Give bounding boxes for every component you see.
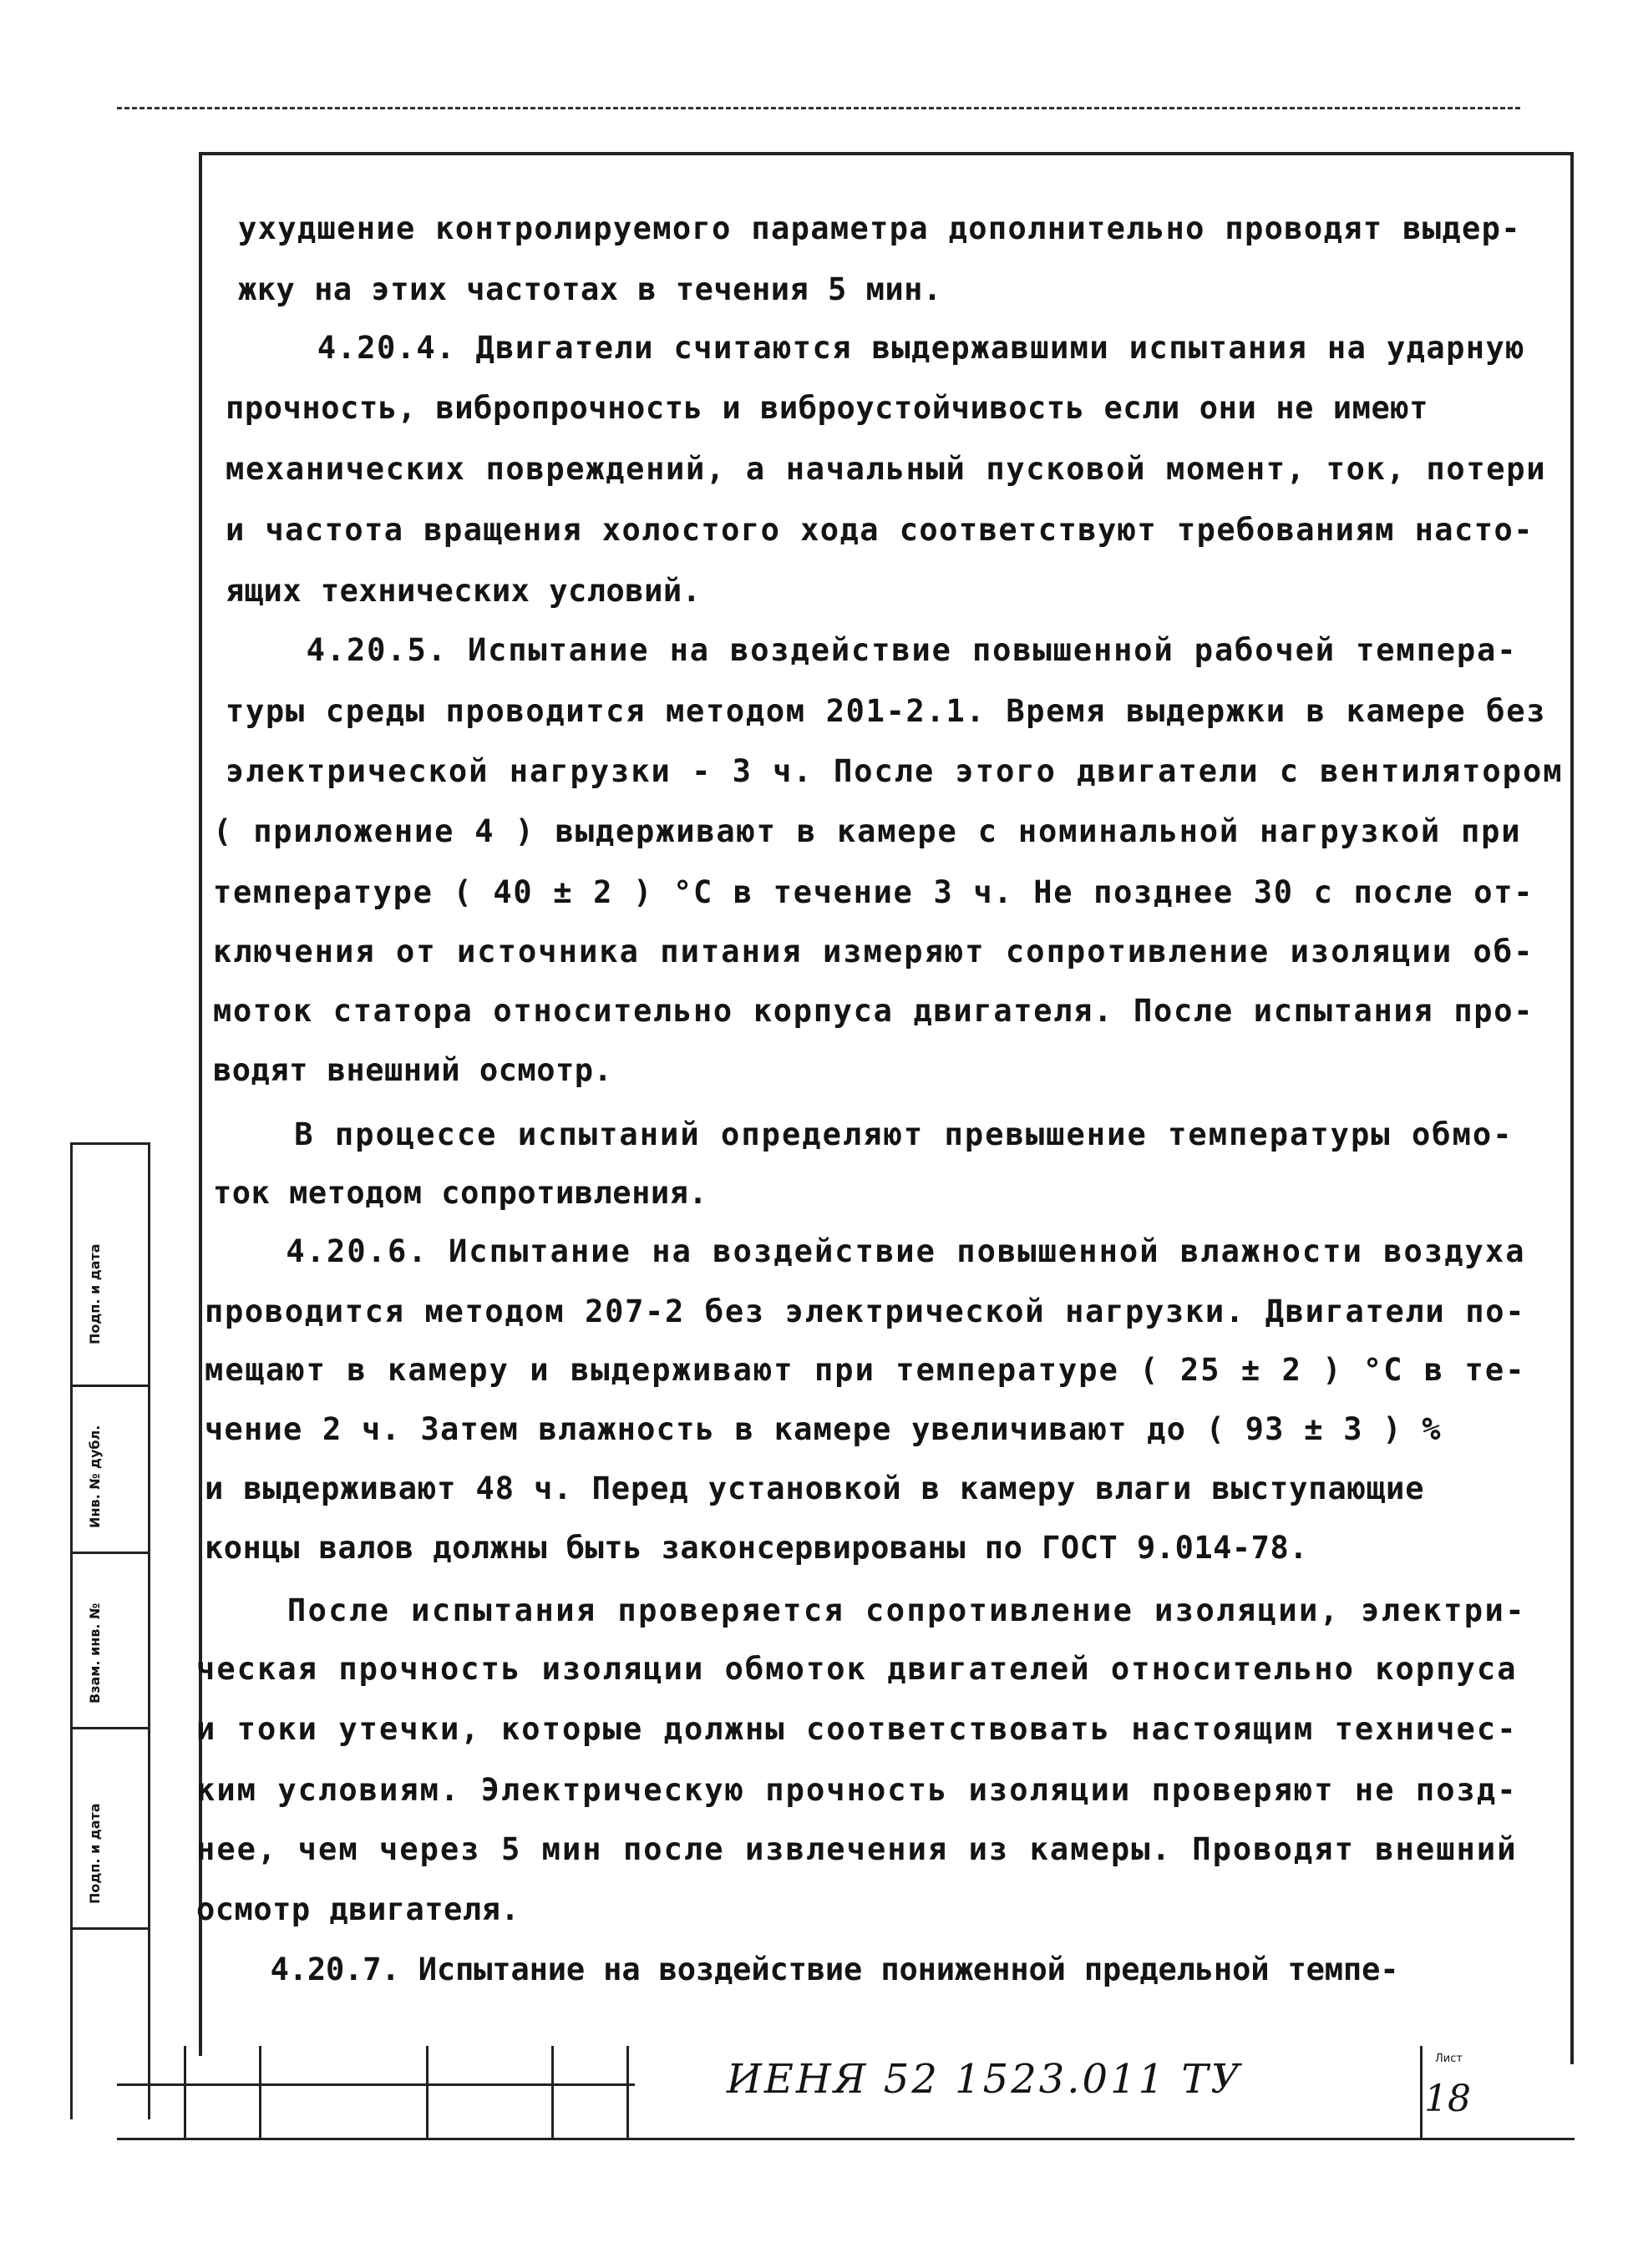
stamp-sign-date-label: Подп. и дата [87, 1243, 103, 1344]
stamp-divider [73, 1142, 148, 1145]
stamp-sign-date2-label: Подп. и дата [87, 1803, 103, 1904]
title-block-row-line [117, 2083, 635, 2086]
title-block-divider [626, 2046, 629, 2138]
stamp-divider [73, 1385, 148, 1387]
text-line: осмотр двигателя. [196, 1891, 520, 1927]
text-line: 4.20.5. Испытание на воздействие повышенной рабочей темпера- [226, 632, 1518, 668]
title-block-divider [259, 2046, 261, 2138]
text-line: мещают в камеру и выдерживают при температуре ( 25 ± 2 ) °С в те- [205, 1352, 1526, 1388]
text-line: ящих технических условий. [226, 573, 702, 609]
sheet-label: Лист [1435, 2053, 1463, 2065]
text-line: ческая прочность изоляции обмоток двигателей относительно корпуса [196, 1651, 1518, 1687]
scan-top-rule [117, 107, 1520, 109]
text-line: жку на этих частотах в течения 5 мин. [238, 271, 942, 307]
text-line: концы валов должны быть законсервированы по ГОСТ 9.014-78. [205, 1530, 1309, 1566]
text-line: В процессе испытаний определяют превышение температуры обмо- [213, 1116, 1514, 1152]
text-line: и частота вращения холостого хода соответствуют требованиям насто- [226, 512, 1534, 548]
text-line: механических повреждений, а начальный пусковой момент, ток, потери [226, 451, 1547, 487]
text-line: туры среды проводится методом 201-2.1. Время выдержки в камере без [226, 693, 1547, 729]
title-block-divider [551, 2046, 554, 2138]
text-line: водят внешний осмотр. [213, 1052, 613, 1088]
text-line: ухудшение контролируемого параметра дополнительно проводят выдер- [238, 210, 1521, 246]
text-line: прочность, вибропрочность и виброустойчивость если они не имеют [226, 390, 1429, 426]
stamp-inv-dubl-label: Инв. № дубл. [87, 1425, 103, 1528]
margin-stamp-column [70, 1142, 150, 2119]
stamp-divider [73, 1552, 148, 1554]
title-block-divider [426, 2046, 429, 2138]
stamp-vzam-inv-label: Взам. инв. № [87, 1602, 103, 1704]
frame-right-border [1570, 152, 1574, 2064]
text-line: ( приложение 4 ) выдерживают в камере с номинальной нагрузкой при [213, 813, 1522, 849]
sheet-number: 18 [1424, 2078, 1471, 2120]
text-line: 4.20.6. Испытание на воздействие повышенной влажности воздуха [205, 1233, 1526, 1269]
document-code: ИЕНЯ 52 1523.011 ТУ [727, 2056, 1243, 2103]
text-line: моток статора относительно корпуса двигателя. После испытания про- [213, 993, 1534, 1029]
text-line: 4.20.7. Испытание на воздействие пониженной предельной темпе- [196, 1952, 1399, 1987]
text-line: и токи утечки, которые должны соответствовать настоящим техничес- [196, 1711, 1518, 1747]
text-line: и выдерживают 48 ч. Перед установкой в камеру влаги выступающие [205, 1471, 1425, 1506]
title-block-bottom-line [117, 2138, 1575, 2140]
stamp-divider [73, 1727, 148, 1729]
text-line: ключения от источника питания измеряют сопротивление изоляции об- [213, 934, 1534, 969]
text-line: ким условиям. Электрическую прочность изоляции проверяют не позд- [196, 1772, 1518, 1808]
frame-left-border [199, 152, 202, 2056]
stamp-divider [73, 1927, 148, 1930]
text-line: 4.20.4. Двигатели считаются выдержавшими испытания на ударную [238, 330, 1525, 366]
title-block-divider [184, 2046, 186, 2138]
text-line: ток методом сопротивления. [213, 1175, 708, 1211]
text-line: чение 2 ч. Затем влажность в камере увеличивают до ( 93 ± 3 ) % [205, 1411, 1442, 1447]
text-line: нее, чем через 5 мин после извлечения из камеры. Проводят внешний [196, 1831, 1518, 1867]
text-line: проводится методом 207-2 без электрической нагрузки. Двигатели по- [205, 1293, 1526, 1329]
text-line: электрической нагрузки - 3 ч. После этого двигатели с вентилятором [226, 753, 1564, 789]
text-line: температуре ( 40 ± 2 ) °С в течение 3 ч. Не позднее 30 с после от- [213, 874, 1534, 910]
text-line: После испытания проверяется сопротивление изоляции, электри- [205, 1592, 1526, 1628]
title-block-divider [1420, 2046, 1423, 2138]
frame-top-border [199, 152, 1573, 155]
